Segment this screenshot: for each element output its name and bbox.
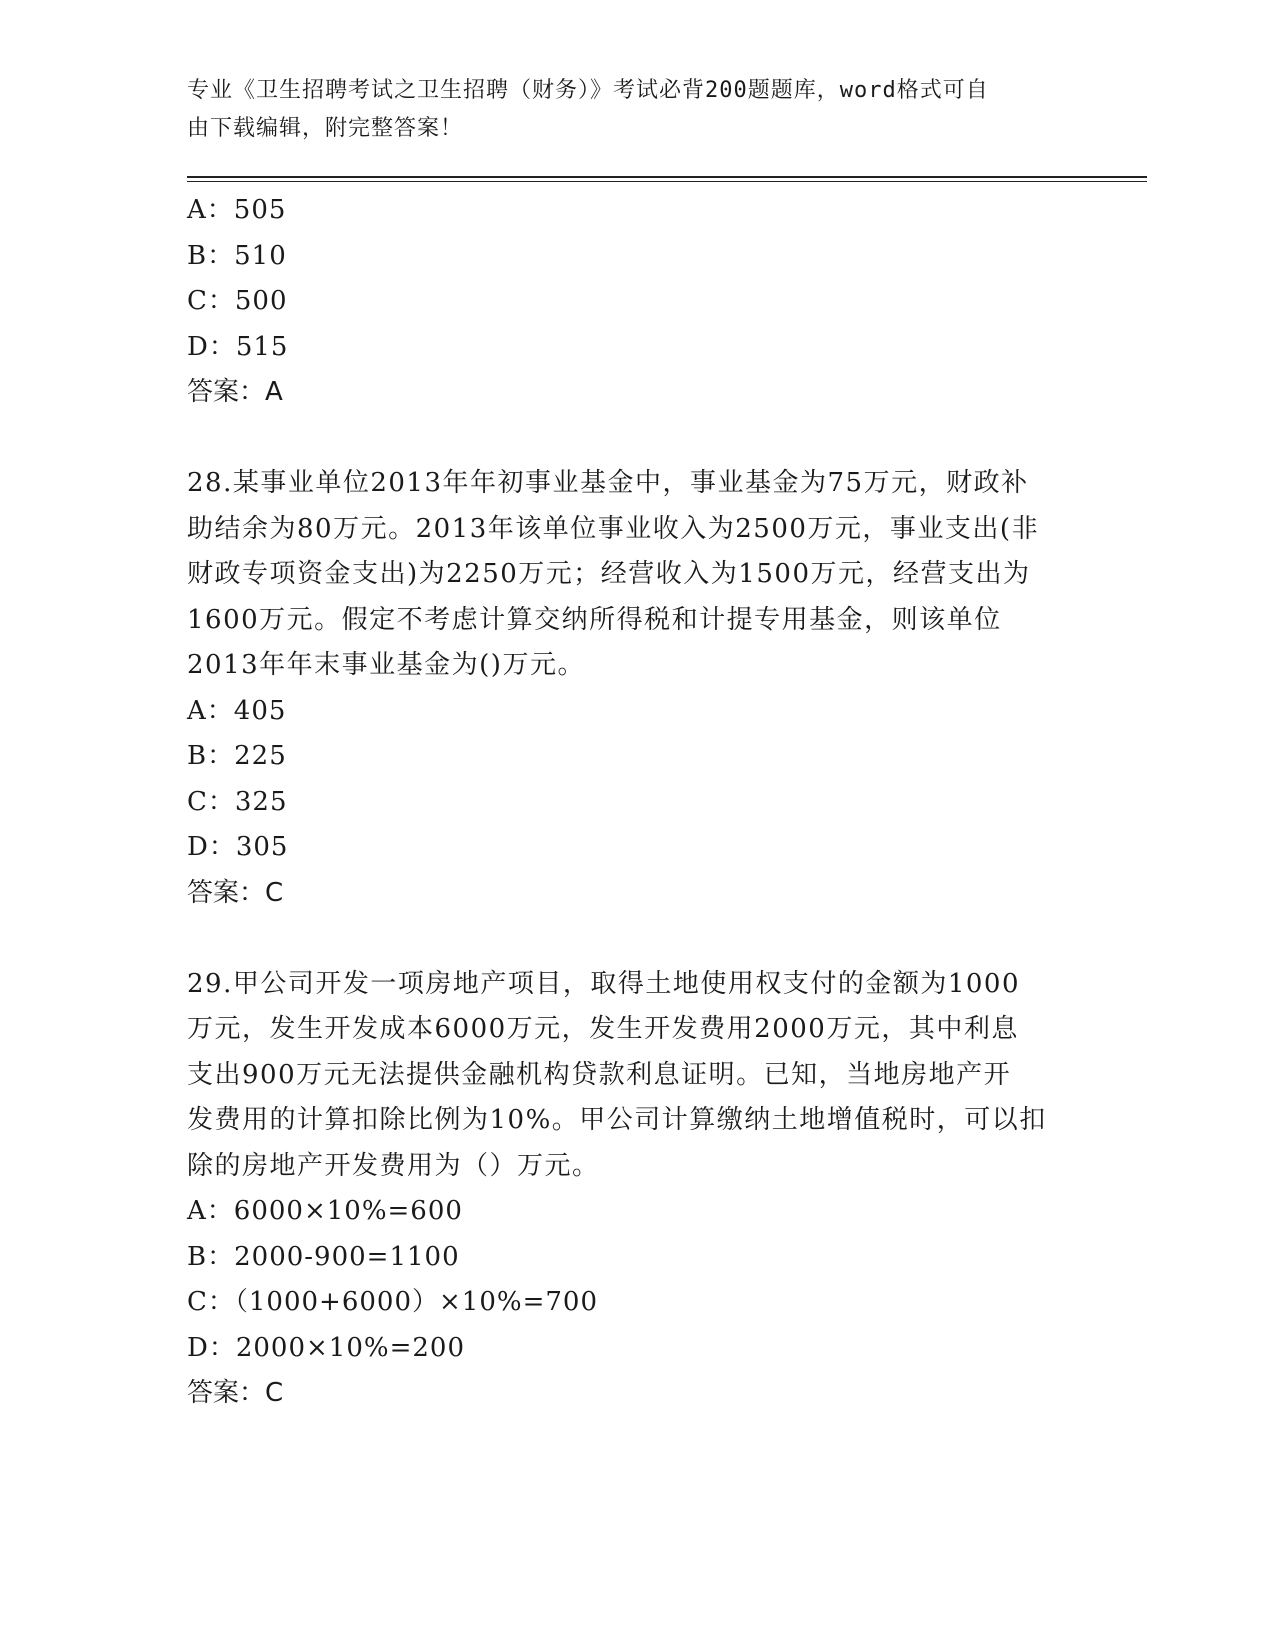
question-29 (187, 962, 1087, 1417)
question-28 (187, 461, 1087, 916)
question-spacer (187, 416, 1087, 462)
question-stem-line: 支出900万元无法提供金融机构贷款利息证明。已知，当地房地产开 (187, 1059, 1012, 1090)
option-b: B：510 (187, 240, 287, 271)
option-a: A：6000×10%=600 (187, 1196, 463, 1226)
option-c: C：500 (187, 286, 288, 316)
question-27 (187, 188, 1087, 416)
option-a: A：405 (187, 695, 287, 726)
question-stem-line: 万元，发生开发成本6000万元，发生开发费用2000万元，其中利息 (187, 1014, 1019, 1044)
header-line-2: 由下载编辑，附完整答案！ (187, 116, 464, 141)
option-d: D：2000×10%=200 (187, 1332, 465, 1363)
question-stem-line: 29.甲公司开发一项房地产项目，取得土地使用权支付的金额为1000 (187, 968, 1021, 999)
option-c: C：325 (187, 786, 288, 817)
header-line-1: 专业《卫生招聘考试之卫生招聘（财务）》考试必背200题题库，word格式可自 (187, 78, 989, 103)
answer-line: 答案：C (187, 1378, 284, 1408)
question-stem-line: 助结余为80万元。2013年该单位事业收入为2500万元，事业支出(非 (187, 513, 1040, 544)
question-stem-line: 28.某事业单位2013年年初事业基金中，事业基金为75万元，财政补 (187, 468, 1029, 498)
option-d: D：515 (187, 331, 289, 362)
question-stem-line: 发费用的计算扣除比例为10%。甲公司计算缴纳土地增值税时，可以扣 (187, 1105, 1047, 1135)
answer-line: 答案：A (187, 377, 283, 407)
question-stem-line: 财政专项资金支出)为2250万元；经营收入为1500万元，经营支出为 (187, 559, 1031, 589)
question-content (187, 188, 1087, 1417)
question-stem-line: 1600万元。假定不考虑计算交纳所得税和计提专用基金，则该单位 (187, 604, 1002, 635)
header-rule-thick (187, 176, 1147, 178)
document-header (187, 72, 1067, 148)
option-b: B：2000-900=1100 (187, 1241, 460, 1272)
question-spacer (187, 916, 1087, 962)
option-c: C：（1000+6000）×10%=700 (187, 1287, 599, 1317)
answer-line: 答案：C (187, 877, 284, 908)
question-stem-line: 除的房地产开发费用为（）万元。 (187, 1150, 600, 1181)
header-rule-thin (187, 181, 1147, 182)
option-d: D：305 (187, 832, 289, 862)
question-stem-line: 2013年年末事业基金为()万元。 (187, 650, 585, 680)
option-a: A：505 (187, 195, 287, 225)
option-b: B：225 (187, 741, 287, 771)
